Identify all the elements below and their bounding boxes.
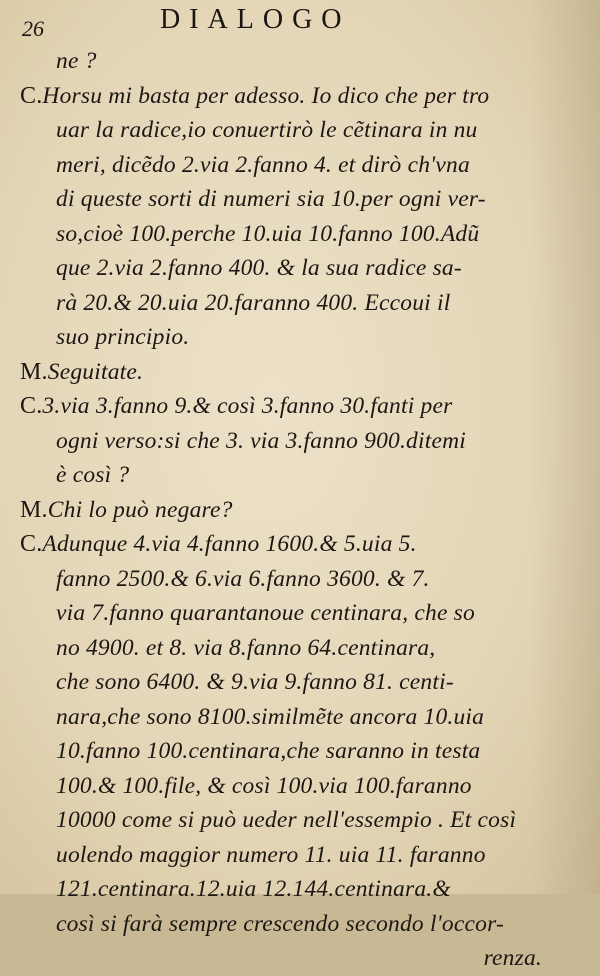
text-line: [20, 389, 580, 424]
line-text: Adunque 4.via 4.fanno 1600.& 5.uia 5.: [42, 531, 417, 557]
running-head: DIALOGO: [160, 4, 351, 35]
line-text: 10.fanno 100.centinara,che saranno in testa: [56, 738, 481, 764]
text-line: [20, 44, 580, 79]
text-line: [20, 596, 580, 631]
line-text: che sono 6400. & 9.via 9.fanno 81. centi-: [56, 669, 454, 695]
text-line: [20, 907, 580, 942]
text-line: [20, 217, 580, 252]
text-line: [20, 527, 580, 562]
text-line: [20, 803, 580, 838]
line-text: no 4900. et 8. via 8.fanno 64.centinara,: [56, 634, 436, 661]
dialogue-text: [20, 44, 580, 976]
text-line: [20, 769, 580, 804]
line-text: 3.via 3.fanno 9.& così 3.fanno 30.fanti per: [42, 393, 453, 419]
text-line: [20, 838, 580, 873]
text-line: [20, 493, 580, 528]
text-line: [20, 79, 580, 114]
page-header: [0, 2, 600, 41]
speaker-label: C.: [20, 531, 43, 557]
line-text: Seguitate.: [47, 358, 144, 385]
line-text: renza.: [483, 945, 542, 971]
page-number: 26: [22, 16, 44, 41]
text-line: [20, 355, 580, 390]
text-line: [20, 631, 580, 666]
line-text: Chi lo può negare?: [47, 496, 233, 523]
line-text: 10000 come si può ueder nell'essempio . Et così: [56, 807, 517, 833]
line-text: 100.& 100.file, & così 100.via 100.faranno: [56, 772, 472, 799]
line-text: suo principio.: [56, 324, 190, 350]
line-text: rà 20.& 20.uia 20.faranno 400. Eccoui il: [56, 289, 451, 316]
text-line: [20, 182, 580, 217]
line-text: 121.centinara.12.uia 12.144.centinara.&: [56, 876, 451, 902]
speaker-label: M.: [20, 358, 48, 385]
text-line: [20, 148, 580, 183]
line-text: fanno 2500.& 6.via 6.fanno 3600. & 7.: [56, 565, 430, 592]
speaker-label: C.: [20, 82, 43, 109]
line-text: ogni verso:si che 3. via 3.fanno 900.ditemi: [56, 427, 466, 454]
text-line: [20, 700, 580, 735]
text-line: [20, 320, 580, 355]
line-text: ne ?: [56, 48, 97, 74]
line-text: uar la radice,io conuertirò le cẽtinara in nu: [56, 117, 478, 143]
text-line: [20, 458, 580, 493]
text-line: [20, 665, 580, 700]
text-line: [20, 251, 580, 286]
line-text: via 7.fanno quarantanoue centinara, che so: [56, 600, 475, 626]
speaker-label: M.: [20, 496, 48, 523]
line-text: nara,che sono 8100.similmẽte ancora 10.uia: [56, 703, 485, 730]
line-text: così si farà sempre crescendo secondo l'occor-: [56, 910, 504, 937]
line-text: que 2.via 2.fanno 400. & la sua radice sa-: [56, 255, 462, 281]
text-line: [20, 113, 580, 148]
line-text: so,cioè 100.perche 10.uia 10.fanno 100.Adũ: [56, 220, 480, 247]
text-line: [20, 424, 580, 459]
line-text: uolendo maggior numero 11. uia 11. faranno: [56, 841, 486, 868]
line-text: di queste sorti di numeri sia 10.per ogni ver-: [56, 186, 486, 212]
text-line: [20, 286, 580, 321]
line-text: è così ?: [56, 462, 130, 488]
text-line: [20, 941, 580, 976]
line-text: meri, dicẽdo 2.via 2.fanno 4. et dirò ch'vna: [56, 151, 470, 178]
text-line: [20, 872, 580, 907]
text-line: [20, 734, 580, 769]
line-text: Horsu mi basta per adesso. Io dico che per tro: [42, 82, 490, 109]
speaker-label: C.: [20, 393, 43, 419]
text-line: [20, 562, 580, 597]
